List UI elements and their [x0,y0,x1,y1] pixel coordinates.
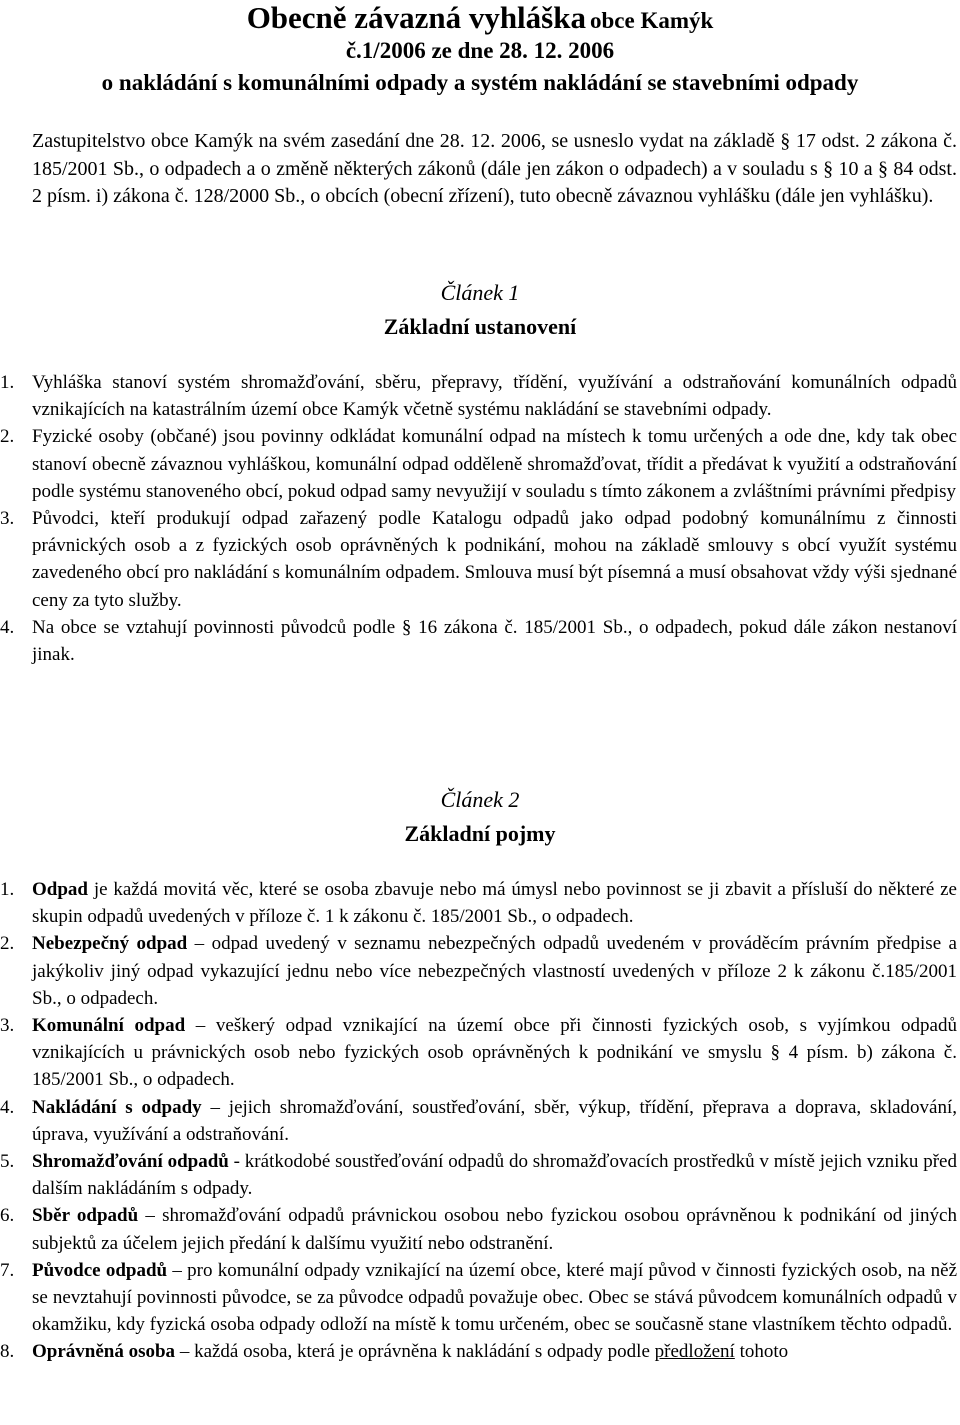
item-tail: tohoto [734,1341,789,1363]
item-number: 2. [0,933,15,955]
list-item [0,614,957,668]
item-number: 8. [0,1341,15,1363]
list-item [0,1148,957,1202]
list-item [0,876,957,930]
item-number: 4. [0,1096,15,1118]
list-item [0,1257,957,1339]
item-number: 5. [0,1151,15,1173]
item-number: 3. [0,1015,15,1037]
item-term: Shromažďování odpadů [32,1151,229,1173]
item-number: 6. [0,1205,15,1227]
article-1-heading [0,278,960,342]
item-text: je každá movitá věc, které se osoba zbavuje nebo má úmysl nebo povinnost se ji zbavit a přísluší do některé ze skupin odpadů uvedených v příloze č. 1 k zákonu č. 185/2001 Sb., o odpadech. [32,879,957,928]
article-1-list [0,369,957,668]
item-text: – shromažďování odpadů právnickou osobou nebo fyzickou osobou oprávněnou k podnikání od jiných subjektů za účelem jejich předání k dalšímu využití nebo odstranění. [32,1205,957,1254]
item-number: 2. [0,426,15,448]
item-text: – pro komunální odpady vznikající na území obce, které mají původ v činnosti fyzických osob, na něž se nevztahují povinnosti původce, se za původce odpadů považuje obec. Obec se stává původcem komunálních odpadů v okamžiku, kdy fyzická osoba odpady odloží na místě k tomu určeném, obec se současně stane vlastníkem těchto odpadů. [32,1259,958,1336]
item-number: 4. [0,616,15,638]
list-item [0,423,957,505]
item-term: Odpad [32,879,88,900]
article-2-number: Článek 2 [440,787,520,812]
underlined-word: předložení [654,1341,735,1363]
list-item [0,1012,957,1094]
item-term: Nakládání s odpady [32,1096,202,1118]
document-title [0,0,960,36]
item-term: Původce odpadů [32,1259,168,1281]
article-2-list [0,876,957,1366]
item-text: – jejich shromažďování, soustřeďování, sběr, výkup, třídění, přeprava a doprava, skladování, úprava, využívání a odstraňování. [32,1096,958,1145]
item-term: Sběr odpadů [32,1205,139,1227]
article-2-title: Základní pojmy [404,821,556,846]
item-text: Na obce se vztahují povinnosti původců podle § 16 zákona č. 185/2001 Sb., o odpadech, pokud dále zákon nestanoví jinak. [32,616,957,666]
item-number: 7. [0,1259,15,1281]
item-number: 1. [0,372,15,393]
item-term: Komunální odpad [32,1015,186,1037]
item-term: Nebezpečný odpad [32,933,188,955]
item-text: Vyhláška stanoví systém shromažďování, sběru, přepravy, třídění, využívání a odstraňování komunálních odpadů vznikajících na katastrálním území obce Kamýk včetně systému nakládání se stavebními odpady. [32,372,957,421]
item-term: Oprávněná osoba [32,1341,176,1363]
item-text: - krátkodobé soustřeďování odpadů do shromažďovacích prostředků v místě jejich vzniku před dalším nakládáním s odpady. [32,1151,957,1200]
list-item [0,1094,957,1148]
item-number: 3. [0,508,15,530]
article-1-title: Základní ustanovení [383,314,577,339]
list-item [0,1202,957,1256]
intro-paragraph: Zastupitelstvo obce Kamýk na svém zasedání dne 28. 12. 2006, se usneslo vydat na základě § 17 odst. 2 zákona č. 185/2001 Sb., o odpadech a o změně některých zákonů (dále jen zákon o odpadech) a v souladu s § 10 a § 84 odst. 2 písm. i) zákona č. 128/2000 Sb., o obcích (obecní zřízení), tuto obecně závaznou vyhlášku (dále jen vyhlášku). [32,130,957,207]
article-1-number: Článek 1 [440,280,520,305]
item-text: – veškerý odpad vznikající na území obce při činnosti fyzických osob, s vyjímkou odpadů vznikajících u právnických osob nebo fyzických osob oprávněných k podnikání ve smyslu § 4 písm. b) zákona č. 185/2001 Sb., o odpadech. [32,1015,957,1091]
document-subject: o nakládání s komunálními odpady a systém nakládání se stavebními odpady [101,70,859,95]
item-text: – každá osoba, která je oprávněna k nakládání s odpady podle [175,1341,655,1363]
document-number-date: č.1/2006 ze dne 28. 12. 2006 [345,38,615,63]
item-text: – odpad uvedený v seznamu nebezpečných odpadů uvedeném v prováděcím právním předpise a jakýkoliv jiný odpad vykazující jednu nebo více nebezpečných vlastností uvedených v příloze 2 k zákonu č.185/2001 Sb., o odpadech. [32,933,957,1009]
list-item [0,369,957,423]
list-item [0,930,957,1012]
item-number: 1. [0,879,15,900]
item-text: Původci, kteří produkují odpad zařazený podle Katalogu odpadů jako odpad podobný komunálnímu z činnosti právnických osob a z fyzických osob oprávněných k podnikání, mohou na základě smlouvy s obcí využít systému zavedeného obcí pro nakládání s komunálním odpadem. Smlouva musí být písemná a musí obsahovat vždy výši sjednané ceny za tyto služby. [32,508,958,611]
item-text: Fyzické osoby (občané) jsou povinny odkládat komunální odpad na místech k tomu určených a ode dne, kdy tak obec stanoví obecně závaznou vyhláškou, komunální odpad odděleně shromažďovat, třídit a předávat k využití a odstraňování podle systému stanoveného obcí, pokud odpad samy nevyužijí v souladu s tímto zákonem a zvláštními právními předpisy [32,426,957,502]
list-item [0,505,957,614]
title-main: Obecně závazná vyhláška [246,0,586,35]
title-municipality: obce Kamýk [589,8,714,33]
article-2-heading [0,785,960,849]
list-item [0,1338,957,1365]
